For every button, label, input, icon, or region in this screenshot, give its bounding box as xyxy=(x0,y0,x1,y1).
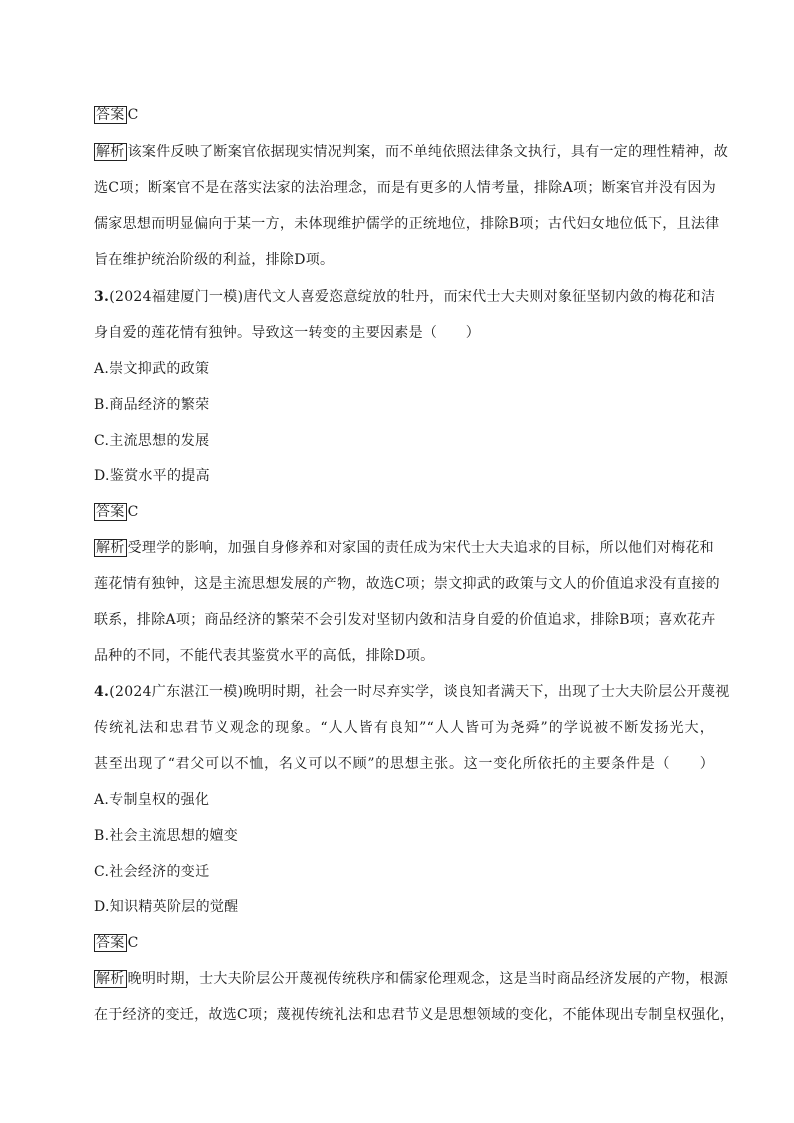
analysis-text: 旨在维护统治阶级的利益，排除D项。 xyxy=(94,252,335,268)
analysis-text: 品种的不同，不能代表其鉴赏水平的高低，排除D项。 xyxy=(94,648,435,664)
analysis-tag: 解析 xyxy=(96,144,125,160)
question-number: 3. xyxy=(94,289,110,305)
answer-line xyxy=(94,106,714,124)
question-text: 传统礼法和忠君节义观念的现象。“人人皆有良知”“人人皆可为尧舜”的学说被不断发扬光大， xyxy=(94,720,714,736)
analysis-tag: 解析 xyxy=(96,540,125,556)
analysis-line xyxy=(94,539,714,557)
question-stem xyxy=(94,683,730,701)
option-d: D.知识精英阶层的觉醒 xyxy=(94,899,239,915)
question-number: 4. xyxy=(94,684,110,700)
answer-value: C xyxy=(127,504,139,520)
analysis-line xyxy=(94,143,729,161)
analysis-text: 选C项；断案官不是在落实法家的法治理念，而是有更多的人情考量，排除A项；断案官并没有因为 xyxy=(94,180,717,196)
analysis-text: 在于经济的变迁，故选C项；蔑视传统礼法和忠君节义是思想领域的变化，不能体现出专制皇权强化， xyxy=(94,1007,735,1023)
question-text: 甚至出现了“君父可以不恤，名义可以不顾”的思想主张。这一变化所依托的主要条件是（ ） xyxy=(94,756,714,772)
option-c: C.社会经济的变迁 xyxy=(94,864,210,880)
option-b: B.社会主流思想的嬗变 xyxy=(94,828,239,844)
question-text: 身自爱的莲花情有独钟。导致这一转变的主要因素是（ ） xyxy=(94,325,481,341)
question-stem xyxy=(94,288,714,306)
analysis-text: 儒家思想而明显偏向于某一方，未体现维护儒学的正统地位，排除B项；古代妇女地位低下，且法律 xyxy=(94,216,720,232)
analysis-text: 受理学的影响，加强自身修养和对家国的责任成为宋代士大夫追求的目标，所以他们对梅花和 xyxy=(127,540,714,556)
analysis-tag: 解析 xyxy=(96,971,125,987)
answer-tag: 答案 xyxy=(96,504,125,520)
analysis-text: 晚明时期，士大夫阶层公开蔑视传统秩序和儒家伦理观念，这是当时商品经济发展的产物，根源 xyxy=(127,971,729,987)
analysis-text: 该案件反映了断案官依据现实情况判案，而不单纯依照法律条文执行，具有一定的理性精神，故 xyxy=(127,144,729,160)
question-text: (2024广东湛江一模)晚明时期，社会一时尽弃实学，谈良知者满天下，出现了士大夫阶层公开蔑视 xyxy=(109,684,730,700)
analysis-text: 联系，排除A项；商品经济的繁荣不会引发对坚韧内敛和洁身自爱的价值追求，排除B项；喜欢花卉 xyxy=(94,612,716,628)
option-b: B.商品经济的繁荣 xyxy=(94,397,210,413)
answer-value: C xyxy=(127,935,139,951)
option-a: A.崇文抑武的政策 xyxy=(94,361,210,377)
question-text: (2024福建厦门一模)唐代文人喜爱恣意绽放的牡丹，而宋代士大夫则对象征坚韧内敛的梅花和洁 xyxy=(109,289,716,305)
answer-tag: 答案 xyxy=(96,107,125,123)
answer-tag: 答案 xyxy=(96,935,125,951)
option-a: A.专制皇权的强化 xyxy=(94,792,210,808)
option-d: D.鉴赏水平的提高 xyxy=(94,468,210,484)
analysis-text: 莲花情有独钟，这是主流思想发展的产物，故选C项；崇文抑武的政策与文人的价值追求没有直接的 xyxy=(94,576,720,592)
answer-line xyxy=(94,934,714,952)
answer-line xyxy=(94,503,714,521)
option-c: C.主流思想的发展 xyxy=(94,433,210,449)
analysis-line xyxy=(94,970,729,988)
answer-value: C xyxy=(127,107,139,123)
